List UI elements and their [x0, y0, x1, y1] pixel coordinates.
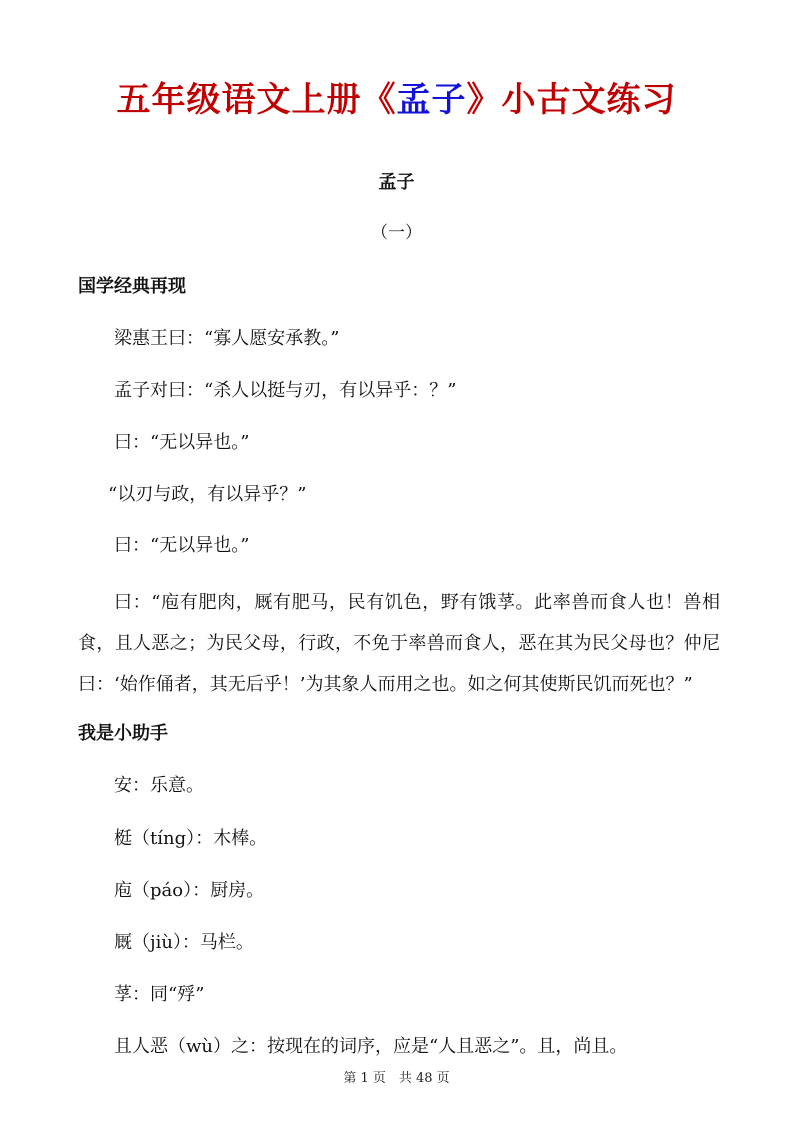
section-number: （一） — [371, 223, 422, 243]
title-highlight: 孟子 — [396, 80, 467, 120]
note-item-piao: 莩：同“殍” — [114, 984, 205, 1005]
classic-line-5: 曰：“无以异也。” — [114, 535, 250, 556]
classic-line-2: 孟子对曰：“杀人以挺与刃，有以异乎：？” — [114, 380, 457, 401]
heading-helper: 我是小助手 — [78, 723, 168, 744]
title-prefix: 五年级语文上册《 — [116, 80, 397, 120]
note-item-pao: 庖（páo）：厨房。 — [114, 880, 265, 901]
note-item-wu: 且人恶（wù）之：按现在的词序，应是“人且恶之”。且，尚且。 — [114, 1036, 628, 1057]
page-title — [0, 72, 793, 128]
classic-line-1: 梁惠王曰：“寡人愿安承教。” — [114, 328, 340, 349]
heading-classic-text: 国学经典再现 — [78, 276, 186, 297]
classic-line-4: “以刃与政，有以异乎？” — [108, 484, 307, 505]
text-subtitle: 孟子 — [378, 172, 415, 193]
title-suffix: 》小古文练习 — [466, 80, 677, 120]
note-item-ting: 梃（tíng）：木棒。 — [114, 828, 268, 849]
classic-line-3: 曰：“无以异也。” — [114, 432, 250, 453]
page-footer: 第 1 页 共 48 页 — [343, 1071, 450, 1086]
classic-long-quote: 曰：“庖有肥肉，厩有肥马，民有饥色，野有饿莩。此率兽而食人也！兽相食，且人恶之；为民父母，行政，不免于率兽而食人，恶在其为民父母也？仲尼曰：‘始作俑者，其无后乎！’为其象人而用之也。如之何其使斯民饥而死也？” — [78, 592, 720, 695]
note-item-an: 安：乐意。 — [114, 775, 204, 796]
note-item-jiu: 厩（jiù）：马栏。 — [114, 932, 254, 953]
